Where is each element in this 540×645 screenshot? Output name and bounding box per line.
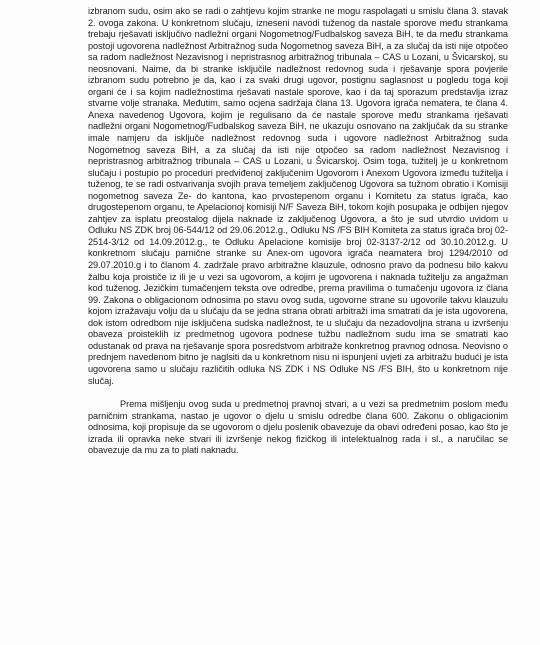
document-body — [88, 6, 508, 457]
paragraph-arbitration: izbranom sudu, osim ako se radi o zahtjevu kojim stranke ne mogu raspolagati u smislu člana 3. stavak 2. ovoga zakona. U konkretnom slučaju, izneseni navodi tuženog da nastale sporove među strankama trebaju rješavati isključivo nadležni organi Nogometnog/Fudbalskog saveza BiH, te da među strankama postoji ugovorena nadležnost Arbitražnog suda Nogometnog saveza BiH, a za slučaj da isti nije otpočeo sa radom nadležnost Nezavisnog i nepristrasnog arbitražnog tribunala – CAS u Lozani, u Švicarskoj, su neosnovani. Naime, da bi stranke isključile nadležnost redovnog suda i rješavanje spora povjerile izbranom sudu potrebno je da, kao i za svaki drugi ugovor, postignu saglasnost u pogledu toga koji organi će i sa kojim nadležnostima rješavati nastale sporove, kao i da taj sporazum predstavlja izraz stvarne volje stranaka. Međutim, samo ocjena sadržaja člana 13. Ugovora igrača nematera, te člana 4. Anexa navedenog Ugovora, kojim je regulisano da će nastale sporove među strankama rješavati nadležni organi Nogometnog/Fudbalskog saveza BiH, ne ukazuju osnovano na zaključak da su stranke imale namjeru da isključe nadležnost redovnog suda i ugovore nadležnost Arbitražnog suda Nogometnog saveza BiH, a za slučaj da isti nije otpočeo sa radom nadležnost Nezavisnog i nepristrasnog arbitražnog tribunala – CAS u Lozani, u Švicarskoj. Osim toga, tužitelj je u konkretnom slučaju i postupio po proceduri predviđenoj zaključenim Ugovorom i Anexom Ugovora između tužitelja i tuženog, te se radi ostvarivanja svojih prava temeljem zaključenog Ugovora sa tužnom obratio i Komisiji nogometnog saveza Ze- do kantona, kao prvostepenom organu i Komitetu za status igrača, kao drugostepenom organu, te Apelacionoj komisiji N/F Saveza BiH, tokom kojih posupaka je odbijen njegov zahtjev za isplatu preostalog dijela naknade iz zaključenog Ugovora, a što je sud utvrdio uvidom u Odluku NS ZDK broj 06-544/12 od 29.06.2012.g., Odluku NS /FS BIH Komiteta za status igrača broj 02-2514-3/12 od 14.09.2012.g., te Odluku Apelacione komisije broj 02-3137-2/12 od 30.10.2012.g. U konkretnom slučaju parnične stranke su Anex-om ugovora igrača neamatera broj 1294/2010 od 29.07.2010.g i to članom 4. zadržale pravo arbitražne klauzule, odnosno pravo da podnesu bilo kakvu žalbu koja proističe iz ili je u vezi sa ugovorom, a kojim je ugovorena i naknada tužitelju za angažman kod tuženog. Jezičkim tumačenjem teksta ove odredbe, prema pravilima o tumačenju ugovora iz člana 99. Zakona o obligacionom odnosima po stavu ovog suda, ugovorne strane su ugovorile takvu klauzulu kojom izražavaju volju da u slučaju da se jedna strana obrati arbitraži ima smatrati da je ista ugovorena, dok istom odredbom nije isključena sudska nadležnost, te u slučaju da nezadovoljna strana u izvršenju obaveza proisteklih iz predmetnog ugovora podnese tužbu nadležnom sudu ima se smatrati kao odustanak od prava na rješavanje spora posredstvom arbitraže konkretnog pravnog odnosa. Neovisno o prednjem navedenom bitno je naglsiti da u konkretnom nisu ni ispunjeni uvjeti za arbitražu budući je ista ugovorena samo u slučaju različitih odluka NS ZDK i NS Odluke NS /FS BIH, što u konkretnom nije slučaj. — [88, 6, 508, 386]
paragraph-work-contract: Prema mišljenju ovog suda u predmetnoj pravnoj stvari, a u vezi sa predmetnim poslom među parničnim strankama, nastao je ugovor o djelu u smislu odredbe člana 600. Zakonu o obligacionim odnosima, koji propisuje da se ugovorom o djelu poslenik obavezuje da obavi određeni posao, kao što je izrada ili opravka neke stvari ili izvršenje nekog fizičkog ili intelektualnog rada i sl., a naručilac se obavezuje da mu za to plati naknadu. — [88, 399, 508, 456]
